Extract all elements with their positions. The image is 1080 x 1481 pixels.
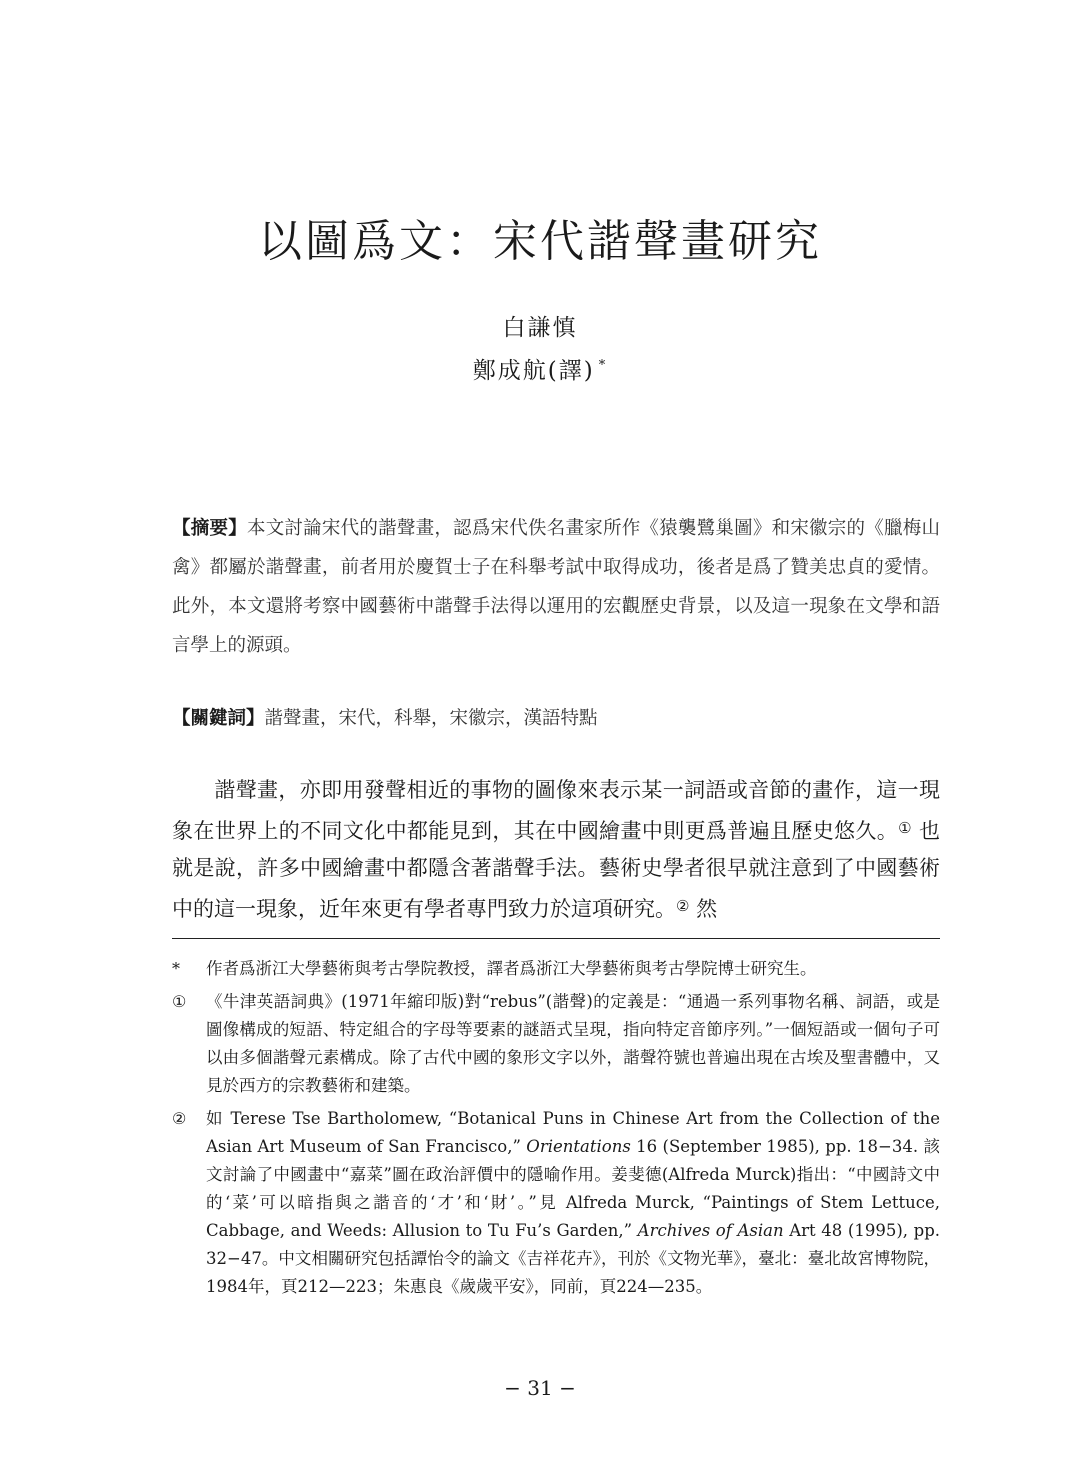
- article-title: 以圖爲文：宋代諧聲畫研究: [258, 216, 822, 267]
- footnote-ref-1: ①: [898, 818, 912, 837]
- journal-title-orientations: Orientations: [526, 1137, 631, 1156]
- footnote-text-segment: 16 (September 1985), pp. 18−34. 該文討論了中國畫中“嘉菜”圖在政治評價中的隱喻作用。姜斐德(Alfreda Murck)指出：“中國詩文中的‘菜’可以暗指與之諧音的‘才’和‘財’。”見 Alfreda Murck, “Paintings of Stem Lettuce, Cabbage, and Weeds: Allusion to Tu Fu’s Garden,”: [206, 1137, 940, 1240]
- abstract-text: 本文討論宋代的諧聲畫，認爲宋代佚名畫家所作《猿襲鷺巢圖》和宋徽宗的《臘梅山禽》都屬於諧聲畫，前者用於慶賀士子在科舉考試中取得成功，後者是爲了贊美忠貞的愛情。此外，本文還將考察中國藝術中諧聲手法得以運用的宏觀歷史背景，以及這一現象在文學和語言學上的源頭。: [172, 518, 940, 656]
- footnote-2: [172, 1105, 940, 1301]
- footnote-text: 作者爲浙江大學藝術與考古學院教授，譯者爲浙江大學藝術與考古學院博士研究生。: [206, 959, 817, 978]
- keywords-label: 【關鍵詞】: [172, 708, 265, 729]
- body-text-part-1: 諧聲畫，亦即用發聲相近的事物的圖像來表示某一詞語或音節的畫作，這一現象在世界上的不同文化中都能見到，其在中國繪畫中則更爲普遍且歷史悠久。: [172, 778, 940, 843]
- body-text-part-2: 也就是說，許多中國繪畫中都隱含著諧聲手法。藝術史學者很早就注意到了中國藝術中的這一現象，近年來更有學者專門致力於這項研究。: [172, 818, 941, 921]
- journal-title-archives: Archives of Asian: [637, 1221, 784, 1240]
- abstract-label: 【摘要】: [172, 518, 247, 539]
- translator-name: [0, 352, 1080, 385]
- footnote-ref-2: ②: [676, 896, 690, 915]
- footnotes: [172, 955, 940, 1306]
- footnote-text: 《牛津英語詞典》(1971年縮印版)對“rebus”(諧聲)的定義是：“通過一系列事物名稱、詞語，或是圖像構成的短語、特定組合的字母等要素的謎語式呈現，指向特定音節序列。”一個短語或一個句子可以由多個諧聲元素構成。除了古代中國的象形文字以外，諧聲符號也普遍出現在古埃及聖書體中，又見於西方的宗教藝術和建築。: [206, 992, 940, 1095]
- footnote-author-note: [172, 955, 940, 983]
- footnote-mark: ①: [172, 992, 187, 1011]
- author-name: [0, 309, 1080, 342]
- keywords-text: 諧聲畫，宋代，科舉，宋徽宗，漢語特點: [264, 708, 598, 729]
- author-text: 白謙慎: [502, 315, 578, 341]
- translator-footnote-mark: *: [598, 358, 608, 374]
- page-number: − 31 −: [504, 1376, 576, 1400]
- footnote-1: [172, 988, 940, 1100]
- footnote-divider: [172, 938, 940, 939]
- footnote-text-segment: 如 Terese Tse Bartholomew, “Botanical Puns in Chinese Art from the Collection of the Asian Art Museum of San Francisco,”: [206, 1109, 940, 1156]
- keywords: [172, 701, 940, 737]
- abstract: [172, 509, 940, 665]
- body-text-part-3: 然: [689, 896, 718, 921]
- body-paragraph: [172, 772, 940, 928]
- translator-text: 鄭成航(譯): [472, 358, 595, 384]
- footnote-text-segment: Art 48 (1995), pp. 32−47。中文相關研究包括譚怡令的論文《吉祥花卉》，刊於《文物光華》，臺北：臺北故宮博物院，1984年，頁212—223；朱惠良《歲歲平安》，同前，頁224—235。: [206, 1221, 940, 1296]
- footnote-mark: *: [172, 959, 180, 978]
- footnote-mark: ②: [172, 1109, 187, 1128]
